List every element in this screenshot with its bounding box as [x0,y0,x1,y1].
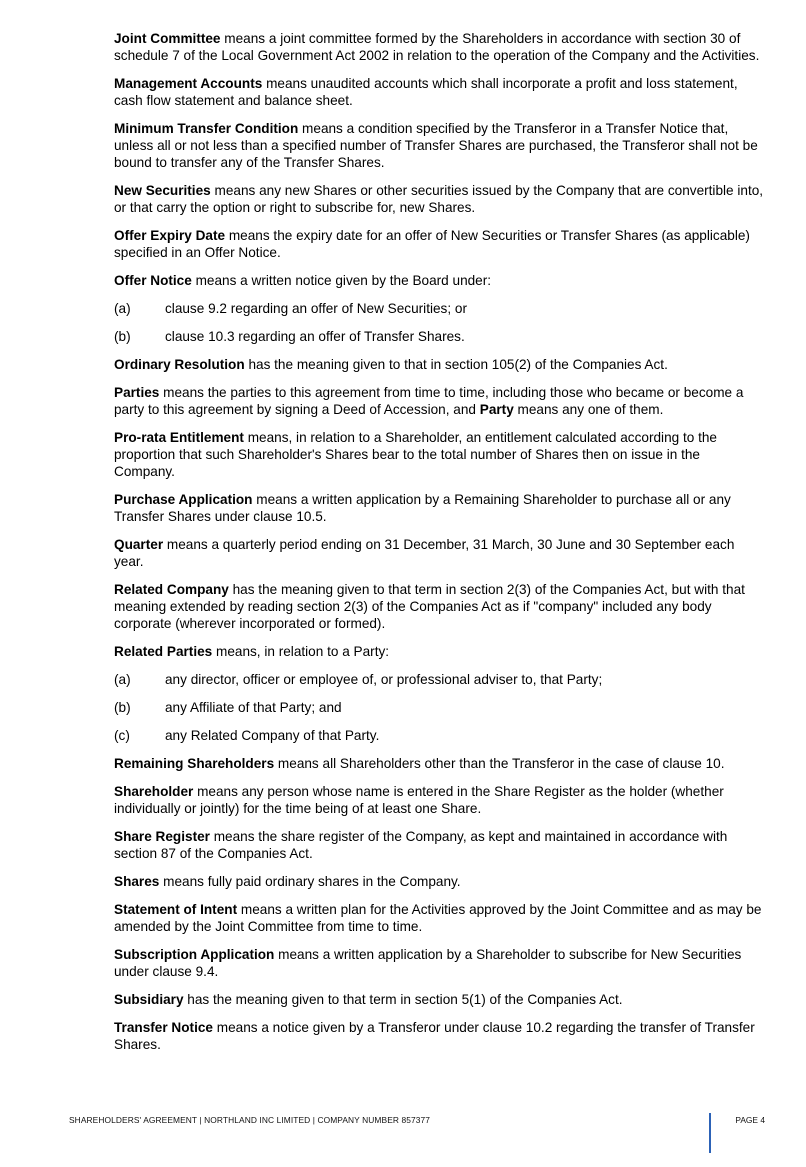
definition-text: means a joint committee formed by the Shareholders in accordance with section 30 of schedule 7 of the Local Government Act 2002 in relation to the operation of the Company and the Activities. [114,31,760,63]
definition-term: Shareholder [114,784,194,799]
definition-purchase-application [114,491,764,525]
definition-minimum-transfer-condition [114,120,764,171]
item-label: (c) [114,728,130,743]
item-text: any Related Company of that Party. [165,728,380,743]
definition-term: Related Company [114,582,229,597]
definition-term: Quarter [114,537,164,552]
definition-term: Management Accounts [114,76,263,91]
item-label: (b) [114,700,131,715]
definition-text: means the parties to this agreement from time to time, including those who became or become a party to this agreement by signing a Deed of Accession, and [114,385,744,417]
item-label: (a) [114,301,131,316]
page-number: PAGE 4 [735,1115,765,1125]
item-text: any director, officer or employee of, or professional adviser to, that Party; [165,672,603,687]
definition-pro-rata-entitlement [114,429,764,480]
definition-subsidiary [114,991,764,1008]
definition-term: Minimum Transfer Condition [114,121,299,136]
definition-term: Remaining Shareholders [114,756,275,771]
definition-remaining-shareholders [114,755,764,772]
definition-related-company [114,581,764,632]
definition-text: has the meaning given to that term in section 2(3) of the Companies Act, but with that meaning extended by reading section 2(3) of the Companies Act as if "company" included any body corporate (wherever incorporated or formed). [114,582,745,631]
definition-share-register [114,828,764,862]
definition-text: means all Shareholders other than the Transferor in the case of clause 10. [274,756,725,771]
list-item [113,699,763,716]
definition-text: means any new Shares or other securities issued by the Company that are convertible into, or that carry the option or right to subscribe for, new Shares. [114,183,764,215]
definition-text: means unaudited accounts which shall incorporate a profit and loss statement, cash flow statement and balance sheet. [114,76,738,108]
definition-joint-committee [114,30,764,64]
item-label: (a) [114,672,131,687]
definition-term: Purchase Application [114,492,253,507]
definition-text: means a written application by a Remaining Shareholder to purchase all or any Transfer Shares under clause 10.5. [114,492,731,524]
item-text: clause 10.3 regarding an offer of Transfer Shares. [165,329,465,344]
definition-term: Pro-rata Entitlement [114,430,244,445]
definition-text: means a quarterly period ending on 31 December, 31 March, 30 June and 30 September each year. [114,537,735,569]
definition-subscription-application [114,946,764,980]
definition-text: means any one of them. [513,402,664,417]
definition-term: New Securities [114,183,211,198]
definition-text: means fully paid ordinary shares in the Company. [159,874,461,889]
definition-term: Related Parties [114,644,213,659]
definition-transfer-notice [114,1019,764,1053]
definition-text: means a written notice given by the Board under: [191,273,492,288]
definition-new-securities [114,182,764,216]
definition-text: means, in relation to a Party: [212,644,390,659]
item-text: clause 9.2 regarding an offer of New Securities; or [165,301,467,316]
page-footer [69,1113,765,1153]
list-item [113,328,763,345]
definition-term: Transfer Notice [114,1020,213,1035]
definition-offer-notice [114,272,764,289]
definition-text: means a notice given by a Transferor under clause 10.2 regarding the transfer of Transfer Shares. [114,1020,755,1052]
definition-term: Subsidiary [114,992,184,1007]
definition-text: means any person whose name is entered in the Share Register as the holder (whether individually or jointly) for the time being of at least one Share. [114,784,724,816]
list-item [113,300,763,317]
definition-shares [114,873,764,890]
definition-text: means a written application by a Shareholder to subscribe for New Securities under clause 9.4. [114,947,742,979]
definition-term: Offer Notice [114,273,192,288]
definition-term: Shares [114,874,160,889]
definition-term: Offer Expiry Date [114,228,226,243]
list-item [113,671,763,688]
footer-divider [709,1113,711,1153]
definition-text: means the expiry date for an offer of New Securities or Transfer Shares (as applicable) specified in an Offer Notice. [114,228,750,260]
definition-term: Joint Committee [114,31,221,46]
definitions-list [114,30,764,1064]
definition-term: Ordinary Resolution [114,357,245,372]
definition-text: has the meaning given to that in section 105(2) of the Companies Act. [244,357,668,372]
definition-text: means the share register of the Company, as kept and maintained in accordance with section 87 of the Companies Act. [114,829,728,861]
definition-text: means, in relation to a Shareholder, an entitlement calculated according to the proportion that such Shareholder's Shares bear to the total number of Shares then on issue in the Company. [114,430,717,479]
definition-offer-expiry-date [114,227,764,261]
definition-statement-of-intent [114,901,764,935]
definition-text: means a condition specified by the Transferor in a Transfer Notice that, unless all or not less than a specified number of Transfer Shares are purchased, the Transferor shall not be bound to transfer any of the Transfer Shares. [114,121,758,170]
definition-text: has the meaning given to that term in section 5(1) of the Companies Act. [183,992,623,1007]
definition-quarter [114,536,764,570]
definition-term: Party [479,402,514,417]
definition-text: means a written plan for the Activities approved by the Joint Committee and as may be amended by the Joint Committee from time to time. [114,902,762,934]
footer-text: SHAREHOLDERS' AGREEMENT | NORTHLAND INC LIMITED | COMPANY NUMBER 857377 [69,1115,431,1125]
list-item [113,727,763,744]
definition-term: Parties [114,385,160,400]
definition-management-accounts [114,75,764,109]
definition-term: Subscription Application [114,947,275,962]
definition-parties [114,384,764,418]
item-text: any Affiliate of that Party; and [165,700,342,715]
definition-term: Statement of Intent [114,902,238,917]
definition-shareholder [114,783,764,817]
definition-ordinary-resolution [114,356,764,373]
definition-term: Share Register [114,829,210,844]
definition-related-parties [114,643,764,660]
item-label: (b) [114,329,131,344]
